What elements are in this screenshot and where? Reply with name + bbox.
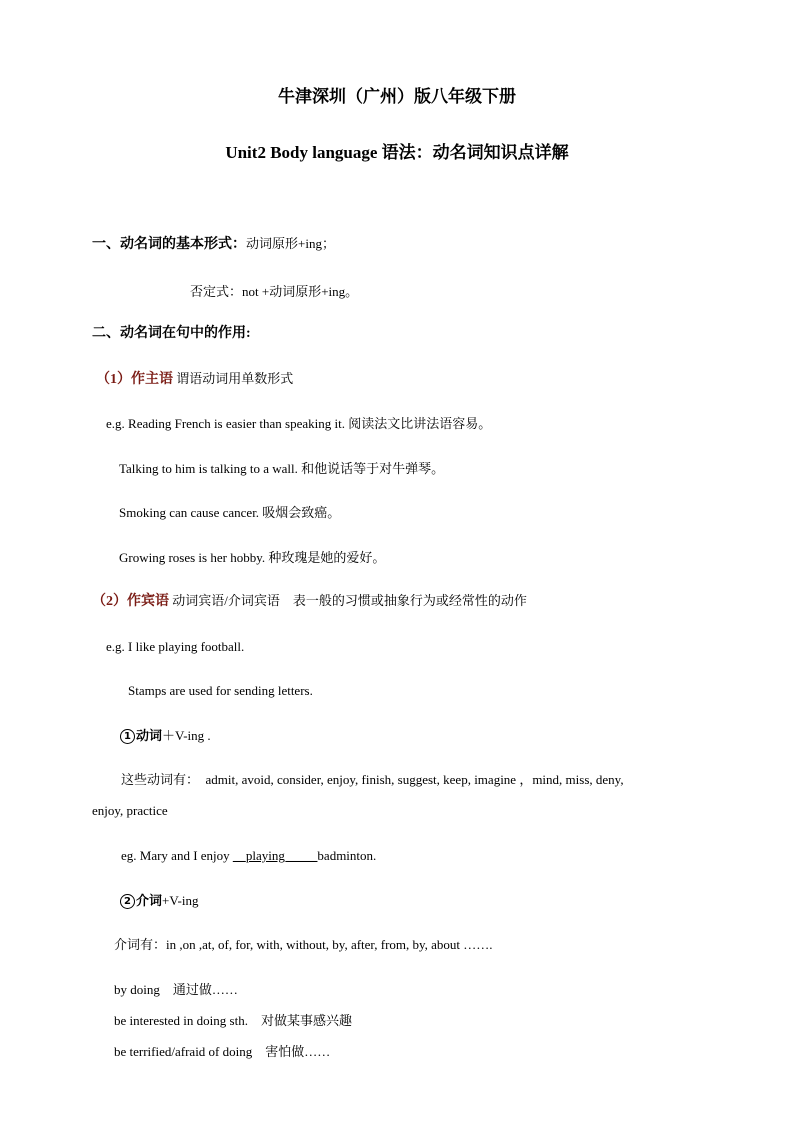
circled-number: 2 — [120, 894, 135, 909]
sub2-desc: 动词宾语/介词宾语 表一般的习惯或抽象行为或经常性的动作 — [172, 593, 527, 608]
sub1-example: Growing roses is her hobby. 种玫瑰是她的爱好。 — [119, 550, 386, 565]
phrase-item: be terrified/afraid of doing 害怕做…… — [114, 1044, 331, 1059]
point2-rest: +V-ing — [162, 893, 199, 908]
sub2-example: Stamps are used for sending letters. — [128, 683, 313, 698]
point1-verbs: 这些动词有： admit, avoid, consider, enjoy, finish, suggest, keep, imagine ，mind, miss, deny, — [121, 772, 624, 787]
example-text: badminton. — [317, 848, 377, 863]
section1-form: 动词原形+ing； — [246, 236, 335, 251]
point1-verbs-cont: enjoy, practice — [92, 803, 168, 818]
sub2-example: e.g. I like playing football. — [106, 639, 245, 654]
point2-label: 介词 — [136, 893, 163, 908]
point1-example — [121, 847, 376, 865]
sub1-line — [96, 370, 293, 389]
section1-heading: 一、动名词的基本形式： — [92, 237, 246, 252]
sub1-example: Talking to him is talking to a wall. 和他说话等于对牛弹琴。 — [119, 461, 445, 476]
point2-prepositions: 介词有：in ,on ,at, of, for, with, without, by, after, from, by, about ……. — [114, 937, 493, 952]
document-title: 牛津深圳（广州）版八年级下册 — [278, 87, 516, 106]
section1-line — [92, 235, 335, 254]
fill-blank-answer: __playing_____ — [232, 848, 318, 863]
example-text: eg. Mary and I enjoy — [121, 848, 233, 863]
sub2-label: （2）作宾语 — [92, 594, 169, 609]
sub1-label: （1）作主语 — [96, 372, 173, 387]
sub2-line — [92, 592, 527, 611]
point1-line — [120, 727, 211, 745]
point1-rest: ＋V-ing . — [162, 728, 211, 743]
section2-heading: 二、动名词在句中的作用: — [92, 326, 251, 341]
phrase-item: by doing 通过做…… — [114, 982, 238, 997]
circled-number: 1 — [120, 729, 135, 744]
point1-label: 动词 — [136, 728, 163, 743]
section1-negative: 否定式：not +动词原形+ing。 — [190, 284, 359, 299]
sub1-example: Smoking can cause cancer. 吸烟会致癌。 — [119, 505, 341, 520]
document-subtitle: Unit2 Body language 语法：动名词知识点详解 — [225, 143, 569, 162]
phrase-item: be interested in doing sth. 对做某事感兴趣 — [114, 1013, 352, 1028]
sub1-desc: 谓语动词用单数形式 — [176, 371, 294, 386]
point2-line — [120, 892, 198, 910]
sub1-example: e.g. Reading French is easier than speaking it. 阅读法文比讲法语容易。 — [106, 416, 492, 431]
